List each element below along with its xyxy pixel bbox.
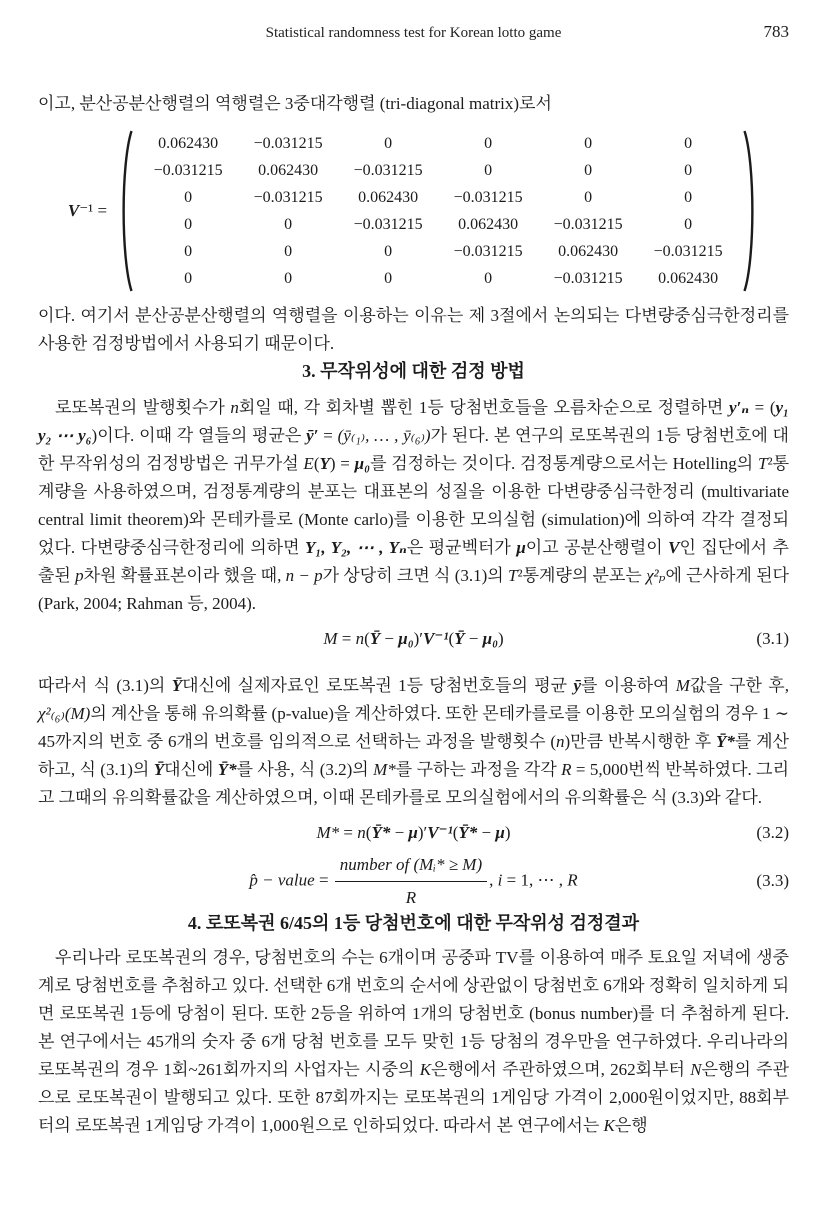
section-4-heading: 4. 로또복권 6/45의 1등 당첨번호에 대한 무작위성 검정결과 — [187, 913, 640, 933]
matrix-cell: 0.062430 — [558, 242, 619, 260]
matrix-cell: 0 — [484, 134, 493, 152]
matrix-cell: 0 — [384, 269, 393, 287]
equation-3-3-numerator: number of (Mᵢ* ≥ M) — [335, 852, 487, 882]
equation-3-1-body: M = n(Ȳ − μ₀)′V⁻¹(Ȳ − μ₀) — [323, 629, 504, 648]
matrix-cell: 0 — [284, 269, 293, 287]
matrix-cell: −0.031215 — [453, 242, 523, 260]
matrix-cell: −0.031215 — [653, 242, 723, 260]
matrix-cell: 0 — [184, 242, 193, 260]
matrix-cell: −0.031215 — [153, 161, 223, 179]
matrix-cell: 0 — [284, 242, 293, 260]
matrix-cell: 0.062430 — [658, 269, 719, 287]
matrix-cell: −0.031215 — [353, 161, 423, 179]
equation-3-2 — [38, 820, 789, 846]
matrix-paren-right-icon — [742, 128, 759, 294]
matrix-cell: −0.031215 — [253, 188, 323, 206]
equation-3-1-number: (3.1) — [756, 629, 789, 648]
matrix-cell: −0.031215 — [253, 134, 323, 152]
matrix-cell: −0.031215 — [553, 269, 623, 287]
section-3-paragraph-2: 따라서 식 (3.1)의 Ȳ대신에 실제자료인 로또복권 1등 당첨번호들의 평균 ȳ를 이용하여 M값을 구한 후, χ²₍₆₎(M)의 계산을 통해 유의확률 (p-value)을 계산하였다. 또한 몬테카를로를 이용한 모의실험의 경우 1 ∼ 45까지의 번호 중 6개의 번호를 임의적으로 선택하는 과정을 발행횟수 (n)만큼 반복시행한 후 Ȳ*를 계산하고, 식 (3.1)의 Ȳ대신에 Ȳ*를 사용, 식 (3.2)의 M*를 구하는 과정을 각각 R = 5,000번씩 반복하였다. 그리고 그때의 유의확률값을 계산하였으며, 이때 몬테카를로 모의실험에서의 유의확률은 식 (3.3)와 같다. — [38, 676, 789, 807]
matrix-cell: 0 — [384, 242, 393, 260]
matrix-cell: 0 — [584, 161, 593, 179]
equation-3-3 — [38, 852, 789, 910]
matrix-body — [117, 128, 759, 294]
matrix-equation — [38, 128, 789, 294]
matrix-cell: 0 — [184, 188, 193, 206]
section-3-paragraph-1: 로또복권의 발행횟수가 n회일 때, 각 회차별 뽑힌 1등 당첨번호들을 오름차순으로 정렬하면 y′ₙ = (y₁ y₂ ⋯ y₆)이다. 이때 각 열들의 평균은 ȳ′ = (ȳ₍₁₎, … , ȳ₍₆₎)가 된다. 본 연구의 로또복권의 1등 당첨번호에 대한 무작위성의 검정방법은 귀무가설 E(Y) = μ₀를 검정하는 것이다. 검정통계량으로서는 Hotelling의 T²통계량을 사용하였으며, 검정통계량의 분포는 대표본의 성질을 이용한 다변량중심극한정리 (multivariate central limit theorem)와 몬테카를로 (Monte carlo)를 이용한 모의실험 (simulation)에 의하여 각각 결정되었다. 다변량중심극한정리에 의하면 Y₁, Y₂, ⋯ , Yₙ은 평균벡터가 μ이고 공분산행렬이 V인 집단에서 추출된 p차원 확률표본이라 했을 때, n − p가 상당히 크면 식 (3.1)의 T²통계량의 분포는 χ²ₚ에 근사하게 된다 (Park, 2004; Rahman 등, 2004). — [38, 398, 789, 613]
matrix-cell: 0 — [684, 161, 693, 179]
matrix-cell: 0 — [584, 188, 593, 206]
equation-3-3-fraction — [335, 852, 487, 911]
section-3-heading: 3. 무작위성에 대한 검정 방법 — [302, 361, 525, 381]
equation-3-2-number: (3.2) — [756, 823, 789, 842]
equation-3-1 — [38, 626, 789, 652]
intro-line: 이고, 분산공분산행렬의 역행렬은 3중대각행렬 (tri-diagonal matrix)로서 — [38, 94, 552, 113]
page-number: 783 — [763, 22, 789, 41]
matrix-cell: 0.062430 — [458, 215, 519, 233]
matrix-cell: −0.031215 — [453, 188, 523, 206]
running-header — [38, 0, 789, 44]
matrix-cell: 0.062430 — [258, 161, 319, 179]
matrix-cell: 0 — [684, 215, 693, 233]
matrix-cell: 0 — [484, 269, 493, 287]
matrix-cell: 0 — [184, 215, 193, 233]
equation-3-3-rest: , i = 1, ⋯ , R — [489, 869, 578, 889]
running-title: Statistical randomness test for Korean lotto game — [265, 25, 562, 41]
matrix-cell: −0.031215 — [553, 215, 623, 233]
matrix-cell: 0 — [484, 161, 493, 179]
matrix-cell: 0.062430 — [358, 188, 419, 206]
matrix-label: V⁻¹ = — [67, 201, 108, 220]
matrix-cell: 0 — [284, 215, 293, 233]
equation-3-3-denominator: R — [405, 887, 417, 907]
matrix-cell: 0 — [184, 269, 193, 287]
section-4-paragraph-1: 우리나라 로또복권의 경우, 당첨번호의 수는 6개이며 공중파 TV를 이용하여 매주 토요일 저녁에 생중계로 당첨번호를 추첨하고 있다. 선택한 6개 번호의 순서에 상관없이 당첨번호 6개와 정확히 일치하게 되면 로또복권 1등에 당첨이 된다. 또한 2등을 위하여 1개의 당첨번호 (bonus number)를 더 추첨하게 된다. 본 연구에서는 45개의 숫자 중 6개 당첨 번호를 모두 맞힌 1등 당첨의 경우만을 연구하였다. 우리나라의 로또복권의 경우 1회~261회까지의 사업자는 시중의 K은행에서 주관하였으며, 262회부터 N은행의 주관으로 로또복권이 발행되고 있다. 또한 87회까지는 로또복권의 1게임당 가격이 2,000원이었지만, 88회부터의 로또복권 1게임당 가격이 1,000원으로 인하되었다. 따라서 본 연구에서는 K은행 — [38, 948, 789, 1135]
equation-3-3-lhs: p̂ − value = — [249, 869, 333, 889]
matrix-cell: 0.062430 — [158, 134, 219, 152]
equation-3-3-body — [249, 852, 577, 911]
matrix-cell: 0 — [584, 134, 593, 152]
matrix-cell: −0.031215 — [353, 215, 423, 233]
matrix-cell: 0 — [384, 134, 393, 152]
equation-3-3-number: (3.3) — [756, 871, 789, 890]
matrix-cell: 0 — [684, 188, 693, 206]
matrix-grid — [134, 130, 742, 292]
equation-3-2-body: M* = n(Ȳ* − μ)′V⁻¹(Ȳ* − μ) — [316, 823, 511, 842]
after-matrix-paragraph: 이다. 여기서 분산공분산행렬의 역행렬을 이용하는 이유는 제 3절에서 논의되는 다변량중심극한정리를 사용한 검정방법에서 사용되기 때문이다. — [38, 306, 789, 353]
matrix-cell: 0 — [684, 134, 693, 152]
matrix-paren-left-icon — [117, 128, 134, 294]
